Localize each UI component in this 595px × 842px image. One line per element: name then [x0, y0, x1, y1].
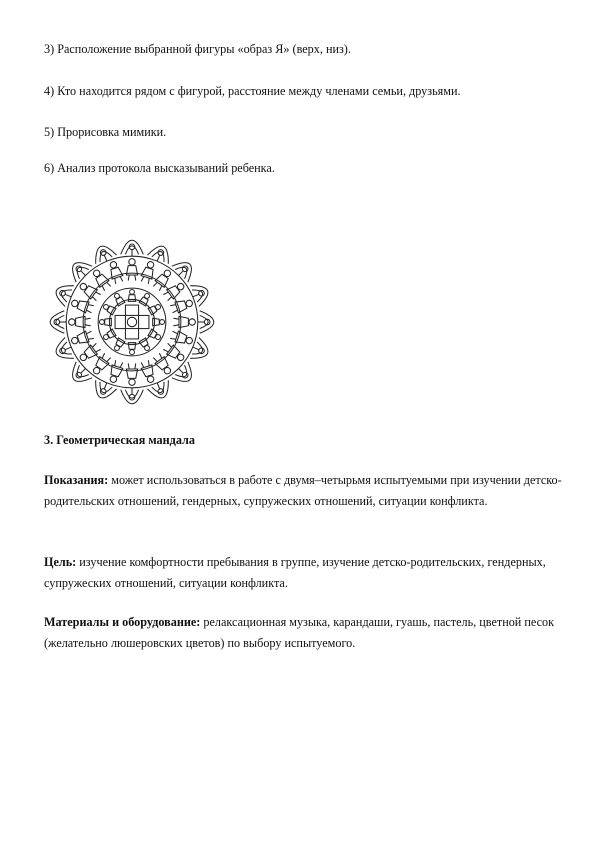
- figure: [69, 316, 91, 327]
- materials-paragraph: [44, 612, 564, 653]
- outer-petal: [66, 256, 93, 283]
- outer-petal: [171, 361, 198, 388]
- middle-figure-ring: [69, 259, 196, 386]
- indications-label: Показания:: [44, 473, 109, 487]
- materials-text: релаксационная музыка, карандаши, гуашь, пастель, цветной песок (желательно люшеровских цветов) по выбору испытуемого.: [44, 615, 555, 650]
- list-item-3: 3) Расположение выбранной фигуры «образ Я» (верх, низ).: [44, 42, 351, 56]
- section-heading: 3. Геометрическая мандала: [44, 433, 195, 447]
- indications-paragraph: [44, 470, 564, 511]
- list-item-6: 6) Анализ протокола высказываний ребенка.: [44, 161, 275, 175]
- figure: [173, 316, 195, 327]
- outer-petal: [66, 361, 93, 388]
- figure: [126, 259, 137, 281]
- figure: [126, 363, 137, 385]
- outer-petal: [121, 388, 144, 404]
- materials-label: Материалы и оборудование:: [44, 615, 201, 629]
- outer-petal: [198, 311, 214, 334]
- list-item-5: 5) Прорисовка мимики.: [44, 125, 167, 139]
- outer-petal: [50, 311, 66, 334]
- mandala-illustration: [38, 228, 226, 416]
- outer-petal: [121, 240, 144, 256]
- goal-label: Цель:: [44, 555, 77, 569]
- outer-petal: [171, 256, 198, 283]
- center-cross: [115, 305, 149, 339]
- indications-text: может использоваться в работе с двумя–четырьмя испытуемыми при изучении детско-родительских отношений, гендерных, супружеских отношений, ситуации конфликта.: [44, 473, 562, 508]
- list-item-4: 4) Кто находится рядом с фигурой, расстояние между членами семьи, друзьями.: [44, 84, 461, 98]
- goal-text: изучение комфортности пребывания в группе, изучение детско-родительских, гендерных, супружеских отношений, ситуации конфликта.: [44, 555, 546, 590]
- goal-paragraph: [44, 552, 564, 593]
